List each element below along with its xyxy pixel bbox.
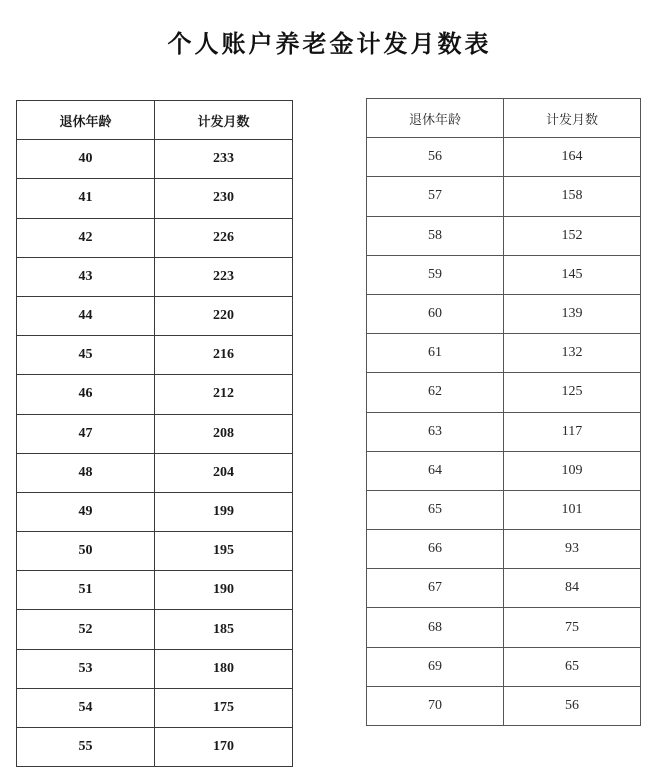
payout-months-cell: 170 <box>155 728 293 767</box>
retirement-age-cell: 69 <box>367 647 504 686</box>
payout-months-cell: 204 <box>155 453 293 492</box>
retirement-age-cell: 52 <box>17 610 155 649</box>
retirement-age-cell: 40 <box>17 140 155 179</box>
retirement-age-cell: 45 <box>17 336 155 375</box>
retirement-age-cell: 65 <box>367 490 504 529</box>
retirement-age-cell: 63 <box>367 412 504 451</box>
payout-months-cell: 158 <box>504 177 641 216</box>
retirement-age-cell: 60 <box>367 294 504 333</box>
table-row <box>17 218 293 257</box>
table-row <box>17 728 293 767</box>
payout-months-cell: 84 <box>504 569 641 608</box>
table-header-row <box>367 99 641 138</box>
table-row <box>367 334 641 373</box>
retirement-age-cell: 55 <box>17 728 155 767</box>
pension-table-right <box>366 98 641 726</box>
table-row <box>17 453 293 492</box>
payout-months-cell: 56 <box>504 686 641 725</box>
retirement-age-cell: 49 <box>17 492 155 531</box>
payout-months-cell: 109 <box>504 451 641 490</box>
table-body-left <box>17 140 293 767</box>
retirement-age-cell: 67 <box>367 569 504 608</box>
retirement-age-cell: 53 <box>17 649 155 688</box>
retirement-age-cell: 68 <box>367 608 504 647</box>
retirement-age-cell: 46 <box>17 375 155 414</box>
table-row <box>367 412 641 451</box>
table-row <box>17 571 293 610</box>
retirement-age-cell: 56 <box>367 138 504 177</box>
payout-months-cell: 175 <box>155 688 293 727</box>
retirement-age-cell: 54 <box>17 688 155 727</box>
pension-table-left <box>16 100 293 767</box>
table-row <box>17 296 293 335</box>
payout-months-cell: 65 <box>504 647 641 686</box>
table-row <box>367 608 641 647</box>
table-row <box>17 336 293 375</box>
table-row <box>17 140 293 179</box>
payout-months-cell: 180 <box>155 649 293 688</box>
column-header-age: 退休年龄 <box>367 99 504 138</box>
retirement-age-cell: 59 <box>367 255 504 294</box>
table-row <box>17 257 293 296</box>
retirement-age-cell: 44 <box>17 296 155 335</box>
column-header-months: 计发月数 <box>155 101 293 140</box>
table-row <box>367 647 641 686</box>
retirement-age-cell: 62 <box>367 373 504 412</box>
retirement-age-cell: 47 <box>17 414 155 453</box>
page-title: 个人账户养老金计发月数表 <box>167 30 492 58</box>
table-row <box>367 138 641 177</box>
payout-months-cell: 220 <box>155 296 293 335</box>
payout-months-cell: 185 <box>155 610 293 649</box>
payout-months-cell: 164 <box>504 138 641 177</box>
column-header-age: 退休年龄 <box>17 101 155 140</box>
retirement-age-cell: 61 <box>367 334 504 373</box>
retirement-age-cell: 43 <box>17 257 155 296</box>
payout-months-cell: 139 <box>504 294 641 333</box>
payout-months-cell: 145 <box>504 255 641 294</box>
table-row <box>17 649 293 688</box>
table-row <box>17 179 293 218</box>
table-row <box>367 490 641 529</box>
payout-months-cell: 132 <box>504 334 641 373</box>
retirement-age-cell: 50 <box>17 532 155 571</box>
payout-months-cell: 101 <box>504 490 641 529</box>
payout-months-cell: 223 <box>155 257 293 296</box>
table-row <box>367 177 641 216</box>
payout-months-cell: 212 <box>155 375 293 414</box>
payout-months-cell: 190 <box>155 571 293 610</box>
retirement-age-cell: 64 <box>367 451 504 490</box>
retirement-age-cell: 51 <box>17 571 155 610</box>
table-row <box>17 375 293 414</box>
table-row <box>367 569 641 608</box>
table-row <box>367 530 641 569</box>
payout-months-cell: 199 <box>155 492 293 531</box>
retirement-age-cell: 66 <box>367 530 504 569</box>
table-row <box>367 373 641 412</box>
table-row <box>367 294 641 333</box>
table-row <box>17 414 293 453</box>
table-row <box>367 216 641 255</box>
payout-months-cell: 117 <box>504 412 641 451</box>
table-row <box>17 688 293 727</box>
payout-months-cell: 195 <box>155 532 293 571</box>
retirement-age-cell: 41 <box>17 179 155 218</box>
table-row <box>17 610 293 649</box>
payout-months-cell: 208 <box>155 414 293 453</box>
table-body-right <box>367 138 641 726</box>
payout-months-cell: 226 <box>155 218 293 257</box>
retirement-age-cell: 70 <box>367 686 504 725</box>
payout-months-cell: 230 <box>155 179 293 218</box>
retirement-age-cell: 57 <box>367 177 504 216</box>
table-row <box>367 255 641 294</box>
payout-months-cell: 75 <box>504 608 641 647</box>
payout-months-cell: 152 <box>504 216 641 255</box>
table-row <box>367 686 641 725</box>
payout-months-cell: 216 <box>155 336 293 375</box>
table-row <box>367 451 641 490</box>
payout-months-cell: 233 <box>155 140 293 179</box>
retirement-age-cell: 58 <box>367 216 504 255</box>
retirement-age-cell: 42 <box>17 218 155 257</box>
retirement-age-cell: 48 <box>17 453 155 492</box>
table-row <box>17 532 293 571</box>
table-row <box>17 492 293 531</box>
payout-months-cell: 93 <box>504 530 641 569</box>
column-header-months: 计发月数 <box>504 99 641 138</box>
table-header-row <box>17 101 293 140</box>
payout-months-cell: 125 <box>504 373 641 412</box>
